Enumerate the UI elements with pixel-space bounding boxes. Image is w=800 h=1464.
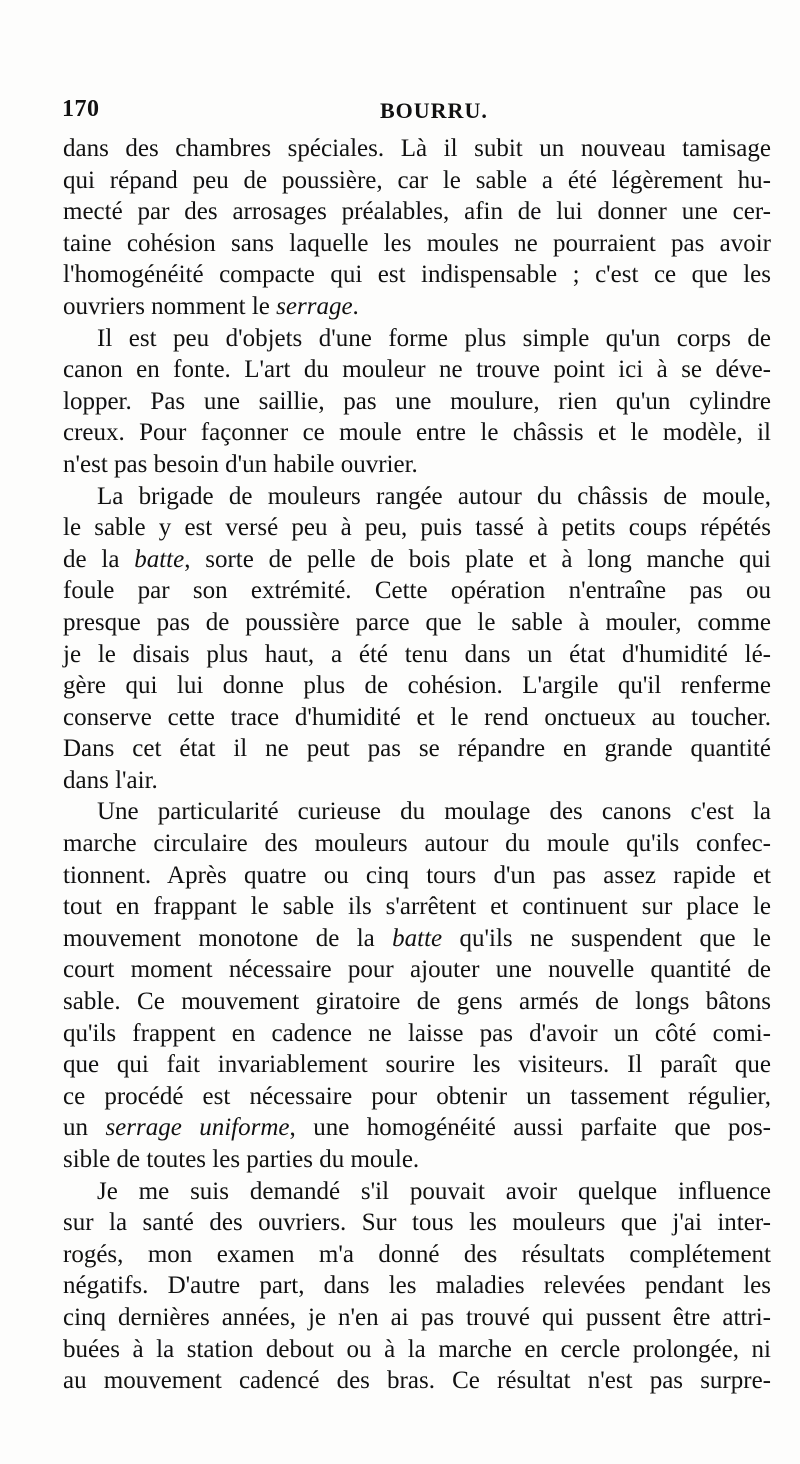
italic-term: serrage uniforme — [105, 1114, 290, 1142]
text-line: Une particularité curieuse du moulage des canons c'est la — [97, 798, 771, 826]
text-line: sur la santé des ouvriers. Sur tous les mouleurs que j'ai inter- — [63, 1209, 771, 1237]
text-line: mouvement monotone de la batte qu'ils ne suspendent que le — [63, 924, 771, 952]
text-line: foule par son extrémité. Cette opération n'entraîne pas ou — [63, 577, 771, 605]
text-line: sible de toutes les parties du moule. — [63, 1146, 420, 1173]
text-line: au mouvement cadencé des bras. Ce résultat n'est pas surpre- — [63, 1367, 771, 1395]
text-line: Je me suis demandé s'il pouvait avoir quelque influence — [97, 1177, 771, 1205]
body-text — [63, 133, 771, 1397]
italic-term: batte — [392, 924, 443, 952]
text-line: que qui fait invariablement sourire les visiteurs. Il paraît que — [63, 1051, 771, 1079]
text-line: cinq dernières années, je n'en ai pas trouvé qui pussent être attri- — [63, 1303, 771, 1331]
page-header — [62, 96, 782, 130]
text-line: ce procédé est nécessaire pour obtenir un tassement régulier, — [63, 1082, 771, 1110]
text-line: Il est peu d'objets d'une forme plus simple qu'un corps de — [97, 324, 771, 352]
text-line: taine cohésion sans laquelle les moules ne pourraient pas avoir — [63, 229, 771, 257]
page-number: 170 — [62, 96, 100, 122]
text-line: négatifs. D'autre part, dans les maladies relevées pendant les — [63, 1272, 771, 1300]
text-line: court moment nécessaire pour ajouter une nouvelle quantité de — [63, 956, 771, 984]
text-line: dans l'air. — [63, 766, 158, 794]
text-line: sable. Ce mouvement giratoire de gens armés de longs bâtons — [63, 988, 771, 1016]
text-line: n'est pas besoin d'un habile ouvrier. — [63, 450, 418, 478]
text-line: mecté par des arrosages préalables, afin de lui donner une cer- — [63, 198, 771, 226]
text-line: le sable y est versé peu à peu, puis tassé à petits coups répétés — [63, 514, 771, 542]
text-line: presque pas de poussière parce que le sable à mouler, comme — [63, 608, 771, 636]
text-line: lopper. Pas une saillie, pas une moulure, rien qu'un cylindre — [63, 387, 771, 415]
text-line: canon en fonte. L'art du mouleur ne trouve point ici à se déve- — [63, 356, 771, 384]
text-line: marche circulaire des mouleurs autour du moule qu'ils confec- — [63, 830, 771, 858]
text-line: l'homogénéité compacte qui est indispensable ; c'est ce que les — [63, 261, 771, 289]
italic-term: batte — [134, 545, 185, 573]
text-line: je le disais plus haut, a été tenu dans un état d'humidité lé- — [63, 640, 771, 668]
text-line: La brigade de mouleurs rangée autour du châssis de moule, — [97, 482, 771, 510]
text-line: de la batte, sorte de pelle de bois plate et à long manche qui — [63, 545, 771, 573]
text-line: tionnent. Après quatre ou cinq tours d'un pas assez rapide et — [63, 861, 771, 889]
text-line: qu'ils frappent en cadence ne laisse pas d'avoir un côté comi- — [63, 1019, 771, 1047]
text-line: creux. Pour façonner ce moule entre le châssis et le modèle, il — [63, 419, 771, 447]
text-line: tout en frappant le sable ils s'arrêtent et continuent sur place le — [63, 893, 771, 921]
text-line: rogés, mon examen m'a donné des résultats complétement — [63, 1240, 771, 1268]
text-line: conserve cette trace d'humidité et le rend onctueux au toucher. — [63, 703, 771, 731]
text-line: buées à la station debout ou à la marche en cercle prolongée, ni — [63, 1335, 771, 1363]
text-line: ouvriers nomment le serrage. — [63, 292, 359, 320]
text-line: dans des chambres spéciales. Là il subit un nouveau tamisage — [63, 135, 771, 162]
text-line: Dans cet état il ne peut pas se répandre en grande quantité — [63, 735, 771, 763]
running-head: BOURRU. — [380, 98, 488, 123]
text-line: un serrage uniforme, une homogénéité aussi parfaite que pos- — [63, 1114, 772, 1142]
text-line: qui répand peu de poussière, car le sable a été légèrement hu- — [63, 166, 771, 194]
italic-term: serrage — [276, 292, 353, 320]
text-line: gère qui lui donne plus de cohésion. L'argile qu'il renferme — [63, 672, 771, 700]
